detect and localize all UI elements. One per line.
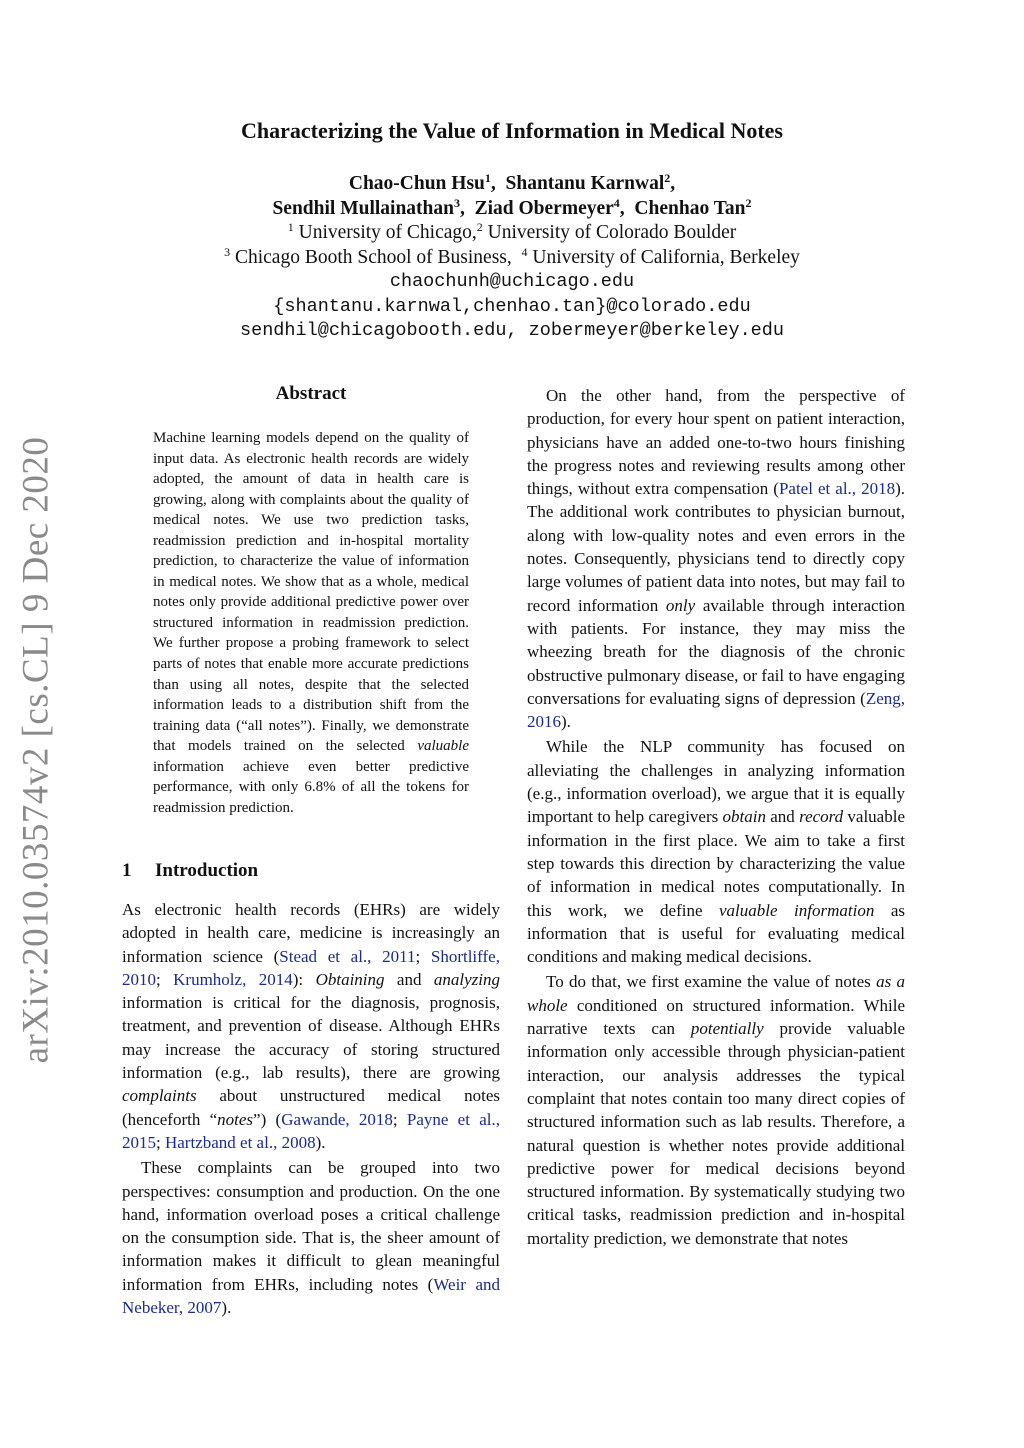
abstract-text: Machine learning models depend on the quality of input data. As electronic health records are widely adopted, the amount of data in health care is growing, along with complaints about the quality of medical notes. We use two prediction tasks, readmission prediction and in-hospital mortality prediction, to characterize the value of information in medical notes. We show that as a whole, medical notes only provide additional predictive power over structured information in readmission prediction. We further propose a probing framework to select parts of notes that enable more accurate predictions than using all notes, despite that the selected information leads to a distribution shift from the training data (“all notes”). Finally, we demonstrate that models trained on the selected valuable information achieve even better predictive performance, with only 6.8% of all the tokens for readmission prediction. <box>153 430 469 816</box>
author-affiliation-mark: 1 <box>484 171 491 185</box>
author-affiliation-mark: 2 <box>664 171 671 185</box>
affiliation: University of Colorado Boulder <box>487 222 737 243</box>
section-title: Introduction <box>155 860 259 881</box>
author-affiliation-mark: 2 <box>745 195 752 210</box>
paragraph: While the NLP community has focused on alleviating the challenges in analyzing information (e.g., information overload), we argue that it is equally important to help caregivers obtain and record valuable information in the first place. We aim to take a first step towards this direction by characterizing the value of information in medical notes computationally. In this work, we define valuable information as information that is useful for evaluating medical conditions and making medical decisions. <box>527 737 905 967</box>
affiliation-mark: 2 <box>476 220 483 234</box>
affiliation: University of Chicago, <box>298 222 477 243</box>
citation-link[interactable]: Payne et al., 2015 <box>122 1109 500 1152</box>
citation-link[interactable]: Zeng, 2016 <box>527 688 905 732</box>
left-column-body <box>122 898 500 1319</box>
paragraph: As electronic health records (EHRs) are widely adopted in health care, medicine is increasingly an information science (Stead et al., 2011; Shortliffe, 2010; Krumholz, 2014): Obtaining and analyzing information is critical for the diagnosis, prognosis, treatment, and prevention of disease. Although EHRs may increase the accuracy of storing structured information (e.g., lab results), there are growing complaints about unstructured medical notes (henceforth “notes”) (Gawande, 2018; Payne et al., 2015; Hartzband et al., 2008). <box>122 900 501 1152</box>
author-block <box>0 172 1024 344</box>
paragraph: These complaints can be grouped into two perspectives: consumption and production. On the one hand, information overload poses a critical challenge on the consumption side. That is, the sheer amount of information makes it difficult to glean meaningful information from EHRs, including notes (Weir and Nebeker, 2007). <box>122 1158 500 1318</box>
arxiv-identifier-sidebar <box>8 436 64 1064</box>
email-line[interactable]: {shantanu.karnwal,chenhao.tan}@colorado.edu <box>273 295 751 317</box>
section-number: 1 <box>122 860 132 881</box>
email-line[interactable]: chaochunh@uchicago.edu <box>389 271 635 292</box>
author-line-1: Chao-Chun Hsu$^1$, Shantanu Karnwal$^2$, <box>348 171 676 194</box>
author-name: Chenhao Tan <box>634 197 746 219</box>
author-name: Chao-Chun Hsu <box>348 173 485 194</box>
affiliation-mark: 4 <box>521 244 528 259</box>
affiliation: Chicago Booth School of Business, <box>234 246 512 268</box>
author-name: Shantanu Karnwal <box>505 173 665 194</box>
citation-link[interactable]: Weir and Nebeker, 2007 <box>122 1274 500 1318</box>
affiliation: University of California, Berkeley <box>532 246 800 268</box>
paragraph: On the other hand, from the perspective of production, for every hour spent on patient interaction, physicians have an added one-to-two hours finishing the progress notes and reviewing results among other things, without extra compensation (Patel et al., 2018). The additional work contributes to physician burnout, along with low-quality notes and even errors in the notes. Consequently, physicians tend to directly copy large volumes of patient data into notes, but may fail to record information only available through interaction with patients. For instance, they may miss the wheezing breath for the diagnosis of the chronic obstructive pulmonary disease, or fail to have engaging conversations for evaluating signs of depression (Zeng, 2016). <box>527 386 905 732</box>
paper-title: Characterizing the Value of Information in Medical Notes <box>241 118 783 143</box>
right-column-body <box>527 384 905 1250</box>
citation-link[interactable]: Hartzband et al., 2008 <box>164 1132 316 1152</box>
author-line-2: Sendhil Mullainathan$^3$, Ziad Obermeyer$^4$, Chenhao Tan$^2$ <box>272 195 752 219</box>
abstract-heading: Abstract <box>275 383 347 404</box>
arxiv-identifier-text: arXiv:2010.03574v2 [cs.CL] 9 Dec 2020 <box>15 436 57 1064</box>
paragraph: To do that, we first examine the value of notes as a whole conditioned on structured information. While narrative texts can potentially provide valuable information only accessible through physician-patient interaction, our analysis addresses the typical complaint that notes contain too many direct copies of structured information such as lab results. Therefore, a natural question is whether notes provide additional predictive power for medical decisions beyond structured information. By systematically studying two critical tasks, readmission prediction and in-hospital mortality prediction, we demonstrate that notes <box>527 972 905 1248</box>
citation-link[interactable]: Shortliffe, 2010 <box>122 946 500 989</box>
author-affiliation-mark: 4 <box>613 195 620 210</box>
citation-link[interactable]: Krumholz, 2014 <box>173 969 293 989</box>
author-name: Ziad Obermeyer <box>474 197 614 219</box>
citation-link[interactable]: Patel et al., 2018 <box>778 479 896 499</box>
email-line[interactable]: sendhil@chicagobooth.edu, zobermeyer@berkeley.edu <box>240 320 784 341</box>
affiliation-mark: 3 <box>224 244 231 259</box>
section-heading-introduction <box>122 860 258 882</box>
author-affiliation-mark: 3 <box>453 195 460 210</box>
citation-link[interactable]: Gawande, 2018 <box>281 1109 393 1129</box>
citation-link[interactable]: Stead et al., 2011 <box>279 946 416 966</box>
affiliation-mark: 1 <box>287 220 294 234</box>
affiliation-line-2 <box>0 246 1024 271</box>
author-name: Sendhil Mullainathan <box>272 197 454 219</box>
affiliation-line-1 <box>0 221 1024 246</box>
